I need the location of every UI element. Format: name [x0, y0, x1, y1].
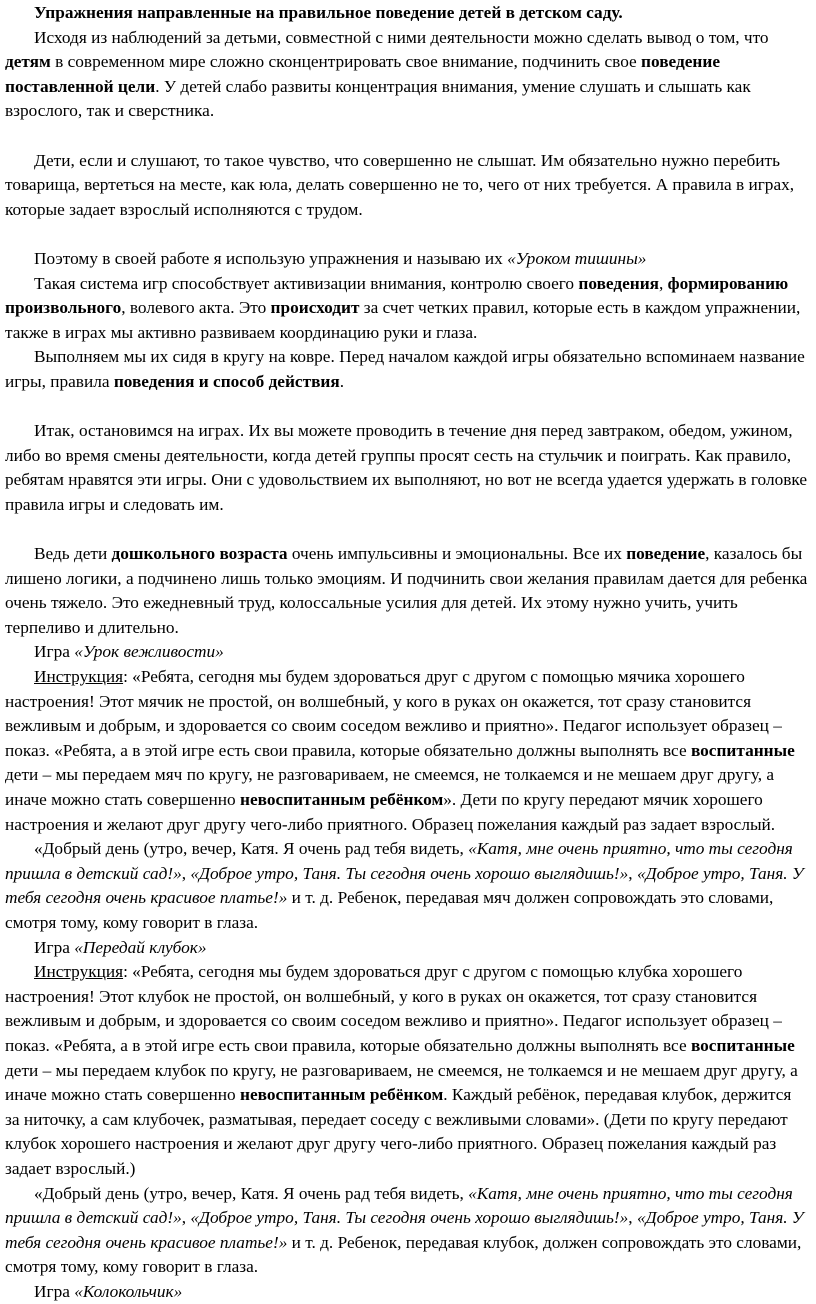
document-title: Упражнения направленные на правильное поведение детей в детском саду.: [34, 3, 623, 22]
blank-line: [5, 222, 808, 247]
game-example-pass-the-ball: «Добрый день (утро, вечер, Катя. Я очень рад тебя видеть, «Катя, мне очень приятно, что ты сегодня пришла в детский сад!», «Доброе утро, Таня. Ты сегодня очень хорошо выглядишь!», «Доброе утро, Таня. У тебя сегодня очень красивое платье!» и т. д. Ребенок, передавая клубок, должен сопровождать это словами, смотря тому, кому говорит в глаза.: [5, 1183, 804, 1277]
game-heading-bell: Игра «Колокольчик»: [34, 1281, 183, 1301]
paragraph-circle-on-carpet: Выполняем мы их сидя в кругу на ковре. Перед началом каждой игры обязательно вспоминаем название игры, правила поведения и способ действия.: [5, 347, 805, 391]
paragraph-preschool-age: Ведь дети дошкольного возраста очень импульсивны и эмоциональны. Все их поведение, казалось бы лишено логики, а подчинено лишь только эмоциям. И подчинить свои желания правилам дается для ребенка очень тяжело. Это ежедневный труд, колоссальные усилия для детей. Их этому нужно учить, учить терпеливо и длительно.: [5, 544, 808, 637]
game-instruction-pass-the-ball: Инструкция: «Ребята, сегодня мы будем здороваться друг с другом с помощью клубка хорошего настроения! Этот клубок не простой, он волшебный, у кого в руках он окажется, тот сразу становится вежливым и добрым, и здоровается со своим соседом вежливо и приятно». Педагог использует образец – показ. «Ребята, а в этой игре есть свои правила, которые обязательно должны выполнять все воспитанные дети – мы передаем клубок по кругу, не разговариваем, не смеемся, не толкаемся и не мешаем друг другу, а иначе можно стать совершенно невоспитанным ребёнком. Каждый ребёнок, передавая клубок, держится за ниточку, а сам клубочек, разматывая, передает соседу с вежливыми словами». (Дети по кругу передают клубок хорошего настроения и желают друг другу чего-либо приятного. Образец пожелания каждый раз задает взрослый.): [5, 962, 798, 1178]
paragraph-lesson-of-silence: Поэтому в своей работе я использую упражнения и называю их «Уроком тишины»: [34, 248, 647, 268]
game-instruction-politeness: Инструкция: «Ребята, сегодня мы будем здороваться друг с другом с помощью мячика хорошего настроения! Этот мячик не простой, он волшебный, у кого в руках он окажется, тот сразу становится вежливым и добрым, и здоровается со своим соседом вежливо и приятно». Педагог использует образец – показ. «Ребята, а в этой игре есть свои правила, которые обязательно должны выполнять все воспитанные дети – мы передаем мяч по кругу, не разговариваем, не смеемся, не толкаемся и не мешаем друг другу, а иначе можно стать совершенно невоспитанным ребёнком». Дети по кругу передают мячик хорошего настроения и желают друг другу чего-либо приятного. Образец пожелания каждый раз задает взрослый.: [5, 667, 795, 834]
paragraph-game-system: Такая система игр способствует активизации внимания, контролю своего поведения, формированию произвольного, волевого акта. Это происходит за счет четких правил, которые есть в каждом упражнении, также в играх мы активно развиваем координацию руки и глаза.: [5, 273, 801, 342]
game-heading-pass-the-ball: Игра «Передай клубок»: [34, 937, 207, 957]
blank-line: [5, 517, 808, 542]
paragraph-listening: Дети, если и слушают, то такое чувство, что совершенно не слышат. Им обязательно нужно перебить товарища, вертеться на месте, как юла, делать совершенно не то, чего от них требуется. А правила в играх, которые задает взрослый исполняются с трудом.: [5, 150, 795, 219]
blank-line: [5, 395, 808, 420]
blank-line: [5, 124, 808, 149]
paragraph-games-timing: Итак, остановимся на играх. Их вы можете проводить в течение дня перед завтраком, обедом, ужином, либо во время смены деятельности, когда детей группы просят сесть на стульчик и поиграть. Как правило, ребятам нравятся эти игры. Они с удовольствием их выполняют, но вот не всегда удается удержать в головке правила игры и следовать им.: [5, 421, 808, 514]
game-example-politeness: «Добрый день (утро, вечер, Катя. Я очень рад тебя видеть, «Катя, мне очень приятно, что ты сегодня пришла в детский сад!», «Доброе утро, Таня. Ты сегодня очень хорошо выглядишь!», «Доброе утро, Таня. У тебя сегодня очень красивое платье!» и т. д. Ребенок, передавая мяч должен сопровождать это словами, смотря тому, кому говорит в глаза.: [5, 839, 804, 932]
game-heading-politeness: Игра «Урок вежливости»: [34, 642, 224, 662]
paragraph-intro: Исходя из наблюдений за детьми, совместной с ними деятельности можно сделать вывод о том, что детям в современном мире сложно сконцентрировать свое внимание, подчинить свое поведение поставленной цели. У детей слабо развиты концентрация внимания, умение слушать и слышать как взрослого, так и сверстника.: [5, 27, 769, 121]
